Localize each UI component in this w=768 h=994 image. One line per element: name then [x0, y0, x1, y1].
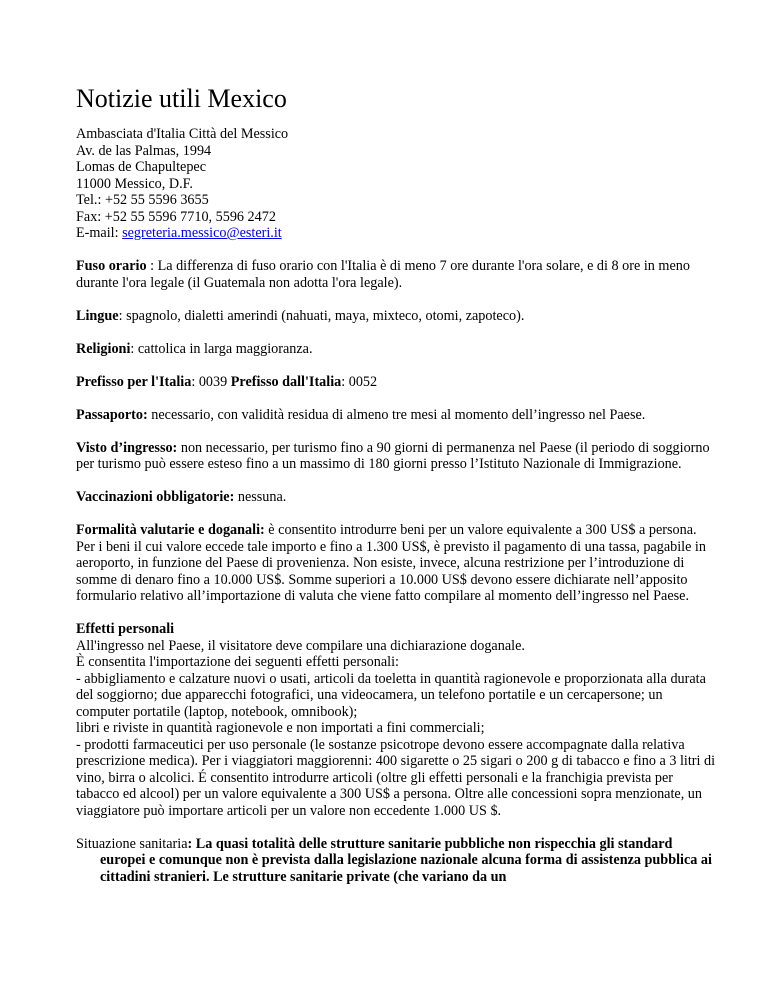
prefisso-per-value: : 0039	[191, 373, 231, 390]
fax-line: Fax: +52 55 5596 7710, 5596 2472	[76, 208, 276, 225]
section-visto	[76, 440, 716, 473]
document-page	[76, 84, 716, 885]
email-link[interactable]: segreteria.messico@esteri.it	[122, 225, 282, 241]
effetti-line: - abbigliamento e calzature nuovi o usati, articoli da toeletta in quantità ragionevole e proporzionata alla durata del soggiorno; due apparecchi fotografici, una videocamera, un telefono portatile e un cercapersone; un computer portatile (laptop, notebook, omnibook);	[76, 670, 706, 720]
passaporto-text: necessario, con validità residua di almeno tre mesi al momento dell’ingresso nel Paese.	[147, 406, 646, 423]
religioni-text: : cattolica in larga maggioranza.	[130, 340, 313, 357]
fuso-text: : La differenza di fuso orario con l'Italia è di meno 7 ore durante l'ora solare, e di 8 ore in meno durante l'ora legale (il Guatemala non adotta l'ora legale).	[76, 258, 690, 291]
page-title: Notizie utili Mexico	[76, 84, 287, 113]
prefisso-dall-label: Prefisso dall'Italia	[230, 373, 342, 390]
sanitaria-label: Situazione sanitaria	[76, 835, 188, 852]
sanitaria-text: : La quasi totalità delle strutture sanitarie pubbliche non rispecchia gli standard europei e comunque non è prevista dalla legislazione nazionale alcuna forma di assistenza pubblica ai cittadini stranieri. Le strutture sanitarie private (che variano da un	[100, 835, 712, 885]
effetti-line: All'ingresso nel Paese, il visitatore deve compilare una dichiarazione doganale.	[76, 637, 525, 654]
effetti-label: Effetti personali	[76, 621, 175, 637]
address-line: Ambasciata d'Italia Città del Messico	[76, 126, 289, 142]
address-line: Lomas de Chapultepec	[76, 159, 207, 175]
formalita-label: Formalità valutarie e doganali:	[76, 522, 265, 538]
prefisso-per-label: Prefisso per l'Italia	[76, 373, 192, 390]
phone-line: Tel.: +52 55 5596 3655	[76, 192, 209, 208]
embassy-address	[76, 126, 716, 242]
section-formalita	[76, 522, 716, 605]
fuso-label: Fuso orario	[76, 258, 147, 274]
address-line: 11000 Messico, D.F.	[76, 175, 193, 192]
effetti-line: È consentita l'importazione dei seguenti effetti personali:	[76, 654, 399, 670]
address-line: Av. de las Palmas, 1994	[76, 142, 212, 159]
vaccinazioni-label: Vaccinazioni obbligatorie:	[76, 489, 235, 505]
section-religioni	[76, 341, 716, 358]
lingue-label: Lingue	[76, 307, 119, 324]
passaporto-label: Passaporto:	[76, 406, 148, 423]
email-line	[76, 225, 716, 242]
prefisso-dall-value: : 0052	[341, 373, 378, 390]
effetti-line: libri e riviste in quantità ragionevole e non importati a fini commerciali;	[76, 720, 485, 736]
section-effetti-personali	[76, 621, 716, 819]
formalita-text: è consentito introdurre beni per un valore equivalente a 300 US$ a persona. Per i beni il cui valore eccede tale importo e fino a 1.300 US$, è previsto il pagamento di una tassa, pagabile in aeroporto, in funzione del Paese di provenienza. Non esiste, invece, alcuna restrizione per l’introduzione di somme di denaro fino a 10.000 US$. Somme superiori a 10.000 US$ devono essere dichiarate nell’apposito formulario relativo all’importazione di valuta che viene fatto compilare al momento dell’ingresso nel Paese.	[76, 522, 706, 604]
section-vaccinazioni	[76, 489, 716, 506]
lingue-text: : spagnolo, dialetti amerindi (nahuati, maya, mixteco, otomi, zapoteco).	[118, 307, 525, 324]
email-label: E-mail:	[76, 225, 123, 241]
section-lingue	[76, 308, 716, 325]
section-fuso-orario	[76, 258, 716, 291]
section-passaporto	[76, 407, 716, 424]
vaccinazioni-text: nessuna.	[234, 489, 287, 505]
section-situazione-sanitaria	[76, 836, 716, 886]
visto-label: Visto d’ingresso:	[76, 439, 178, 456]
religioni-label: Religioni	[76, 340, 131, 357]
effetti-line: - prodotti farmaceutici per uso personale (le sostanze psicotrope devono essere accompagnate dalla relativa prescrizione medica). Per i viaggiatori maggiorenni: 400 sigarette o 25 sigari o 200 g di tabacco e fino a 3 litri di vino, birra o alcolici. É consentito introdurre articoli (oltre gli effetti personali e la franchigia prevista per tabacco ed alcool) per un valore equivalente a 300 US$ a persona. Oltre alle concessioni sopra menzionate, un viaggiatore può importare articoli per un valore non eccedente 1.000 US $.	[76, 736, 716, 819]
section-prefisso	[76, 374, 716, 391]
visto-text: non necessario, per turismo fino a 90 giorni di permanenza nel Paese (il periodo di soggiorno per turismo può essere esteso fino a un massimo di 180 giorni presso l’Istituto Nazionale di Immigrazione.	[76, 439, 710, 472]
